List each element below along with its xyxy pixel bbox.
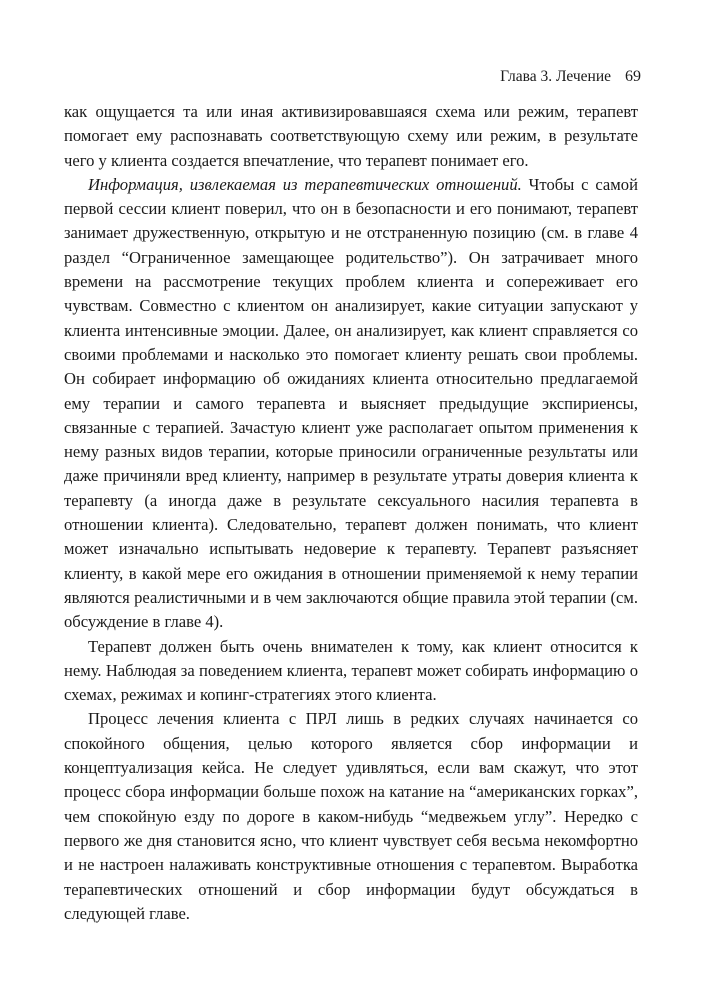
paragraph-2-run-in-heading: Информация, извлекаемая из терапевтических отношений. (88, 174, 522, 194)
running-header (500, 67, 641, 87)
paragraph-2-text: Чтобы с самой первой сессии клиент поверил, что он в безопасности и его понимают, терапевт занимает дружественную, открытую и не отстраненную позицию (см. в главе 4 раздел “Ограниченное замещающее родительство”). Он затрачивает много времени на рассмотрение текущих проблем клиента и сопереживает его чувствам. Совместно с клиентом он анализирует, какие ситуации запускают у клиента интенсивные эмоции. Далее, он анализирует, как клиент справляется со своими проблемами и насколько это помогает клиенту решать свои проблемы. Он собирает информацию об ожиданиях клиента относительно предлагаемой ему терапии и самого терапевта и выясняет предыдущие экспириенсы, связанные с терапией. Зачастую клиент уже располагает опытом применения к нему разных видов терапии, которые приносили ограниченные результаты или даже причиняли вред клиенту, например в результате утраты доверия клиента к терапевту (а иногда даже в результате сексуального насилия терапевта в отношении клиента). Следовательно, терапевт должен понимать, что клиент может изначально испытывать недоверие к терапевту. Терапевт разъясняет клиенту, в какой мере его ожидания в отношении применяемой к нему терапии являются реалистичными и в чем заключаются общие правила этой терапии (см. обсуждение в главе 4). (64, 174, 638, 632)
paragraph-3: Терапевт должен быть очень внимателен к тому, как клиент относится к нему. Наблюдая за поведением клиента, терапевт может собирать информацию о схемах, режимах и копинг-стратегиях этого клиента. (64, 636, 638, 705)
chapter-title: Глава 3. Лечение (500, 68, 611, 85)
paragraph-4: Процесс лечения клиента с ПРЛ лишь в редких случаях начинается со спокойного общения, целью которого является сбор информации и концептуализация кейса. Не следует удивляться, если вам скажут, что этот процесс сбора информации больше похож на катание на “американских горках”, чем спокойную езду по дороге в каком-нибудь “медвежьем углу”. Нередко с первого же дня становится ясно, что клиент чувствует себя весьма некомфортно и не настроен налаживать конструктивные отношения с терапевтом. Выработка терапевтических отношений и сбор информации будут обсуждаться в следующей главе. (64, 709, 638, 923)
body-text (64, 100, 638, 926)
page-number: 69 (625, 68, 641, 85)
paragraph-2 (64, 173, 638, 635)
paragraph-1: как ощущается та или иная активизировавшаяся схема или режим, терапевт помогает ему распознавать соответствующую схему или режим, в результате чего у клиента создается впечатление, что терапевт понимает его. (64, 102, 638, 170)
